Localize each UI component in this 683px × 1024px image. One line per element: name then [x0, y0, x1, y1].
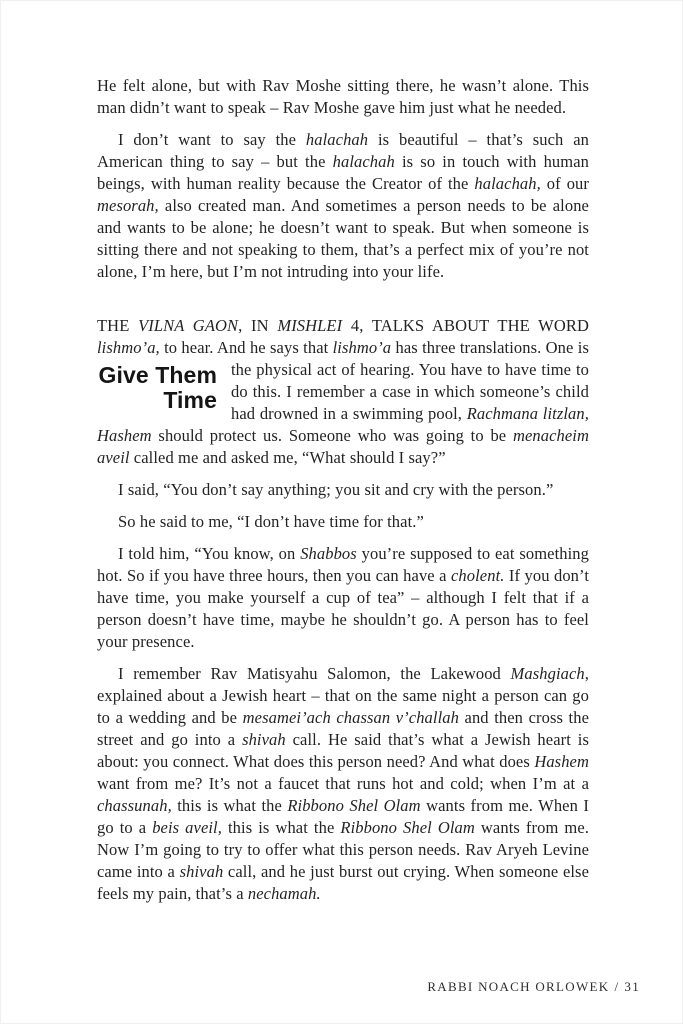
text-segment: , IN	[238, 316, 278, 335]
italic-term: menacheim aveil	[97, 426, 589, 467]
italic-term: shivah	[179, 862, 224, 881]
section-heading-line: Give Them	[98, 362, 217, 388]
italic-term: MISHLEI	[277, 316, 343, 335]
text-block	[97, 75, 589, 915]
italic-term: VILNA GAON	[138, 316, 239, 335]
text-segment: want from me? It’s not a faucet that runs hot and cold; when I’m at a	[97, 774, 589, 793]
text-segment: is the physical act of hearing. You have to have time to do this. I remember a case in which someone’s child had drowned in a swimming pool,	[231, 338, 589, 423]
paragraph	[97, 75, 589, 119]
running-footer	[427, 979, 640, 995]
footer-author: RABBI NOACH ORLOWEK	[427, 979, 610, 994]
paragraph	[97, 129, 589, 283]
text-segment: this is what the	[221, 818, 341, 837]
text-segment: So he said to me, “I don’t have time for that.”	[118, 512, 424, 531]
paragraph	[97, 663, 589, 905]
text-segment: should protect us. Someone who was going to be	[151, 426, 513, 445]
italic-term: cholent.	[450, 566, 505, 585]
text-segment: If you don’t have time, you make yourself a cup of tea” – although I felt that if a person doesn’t have time, maybe he shouldn’t go. A person has to feel your presence.	[97, 566, 589, 651]
paragraph	[97, 543, 589, 653]
italic-term: Ribbono Shel Olam	[340, 818, 475, 837]
italic-term: halachah	[332, 152, 395, 171]
italic-term: mesorah,	[97, 196, 159, 215]
text-segment: and then cross the street and go into a	[97, 708, 589, 749]
italic-term: Rachmana litzlan,	[466, 404, 589, 423]
text-segment: THE	[97, 316, 139, 335]
text-segment: I told him, “You know, on	[118, 544, 301, 563]
text-segment: He felt alone, but with Rav Moshe sitting there, he wasn’t alone. This man didn’t want to speak – Rav Moshe gave him just what he needed.	[97, 76, 589, 117]
text-segment: I don’t want to say the	[118, 130, 306, 149]
text-segment: wants from me. When I go to a	[97, 796, 589, 837]
text-segment: this is what the	[171, 796, 288, 815]
italic-term: nechamah.	[247, 884, 321, 903]
section-heading	[97, 363, 217, 413]
text-segment: is so in touch with human beings, with human reality because the Creator of the	[97, 152, 589, 193]
italic-term: Ribbono Shel Olam	[287, 796, 421, 815]
italic-term: shivah	[242, 730, 286, 749]
text-segment: you’re supposed to eat something hot. So if you have three hours, then you can have a	[97, 544, 589, 585]
text-segment: to hear. And he says that	[159, 338, 333, 357]
italic-term: lishmo’a	[332, 338, 392, 357]
italic-term: Shabbos	[300, 544, 357, 563]
italic-term: halachah,	[474, 174, 541, 193]
text-segment: I said, “You don’t say anything; you sit and cry with the person.”	[118, 480, 554, 499]
footer-separator: /	[614, 979, 620, 994]
section-opening-paragraph	[97, 315, 589, 469]
italic-term: mesamei’ach chassan v’challah	[242, 708, 459, 727]
paragraph	[97, 511, 589, 533]
text-segment: I remember Rav Matisyahu Salomon, the Lakewood	[118, 664, 511, 683]
section-heading-line: Time	[163, 387, 217, 413]
text-segment: call, and he just burst out crying. When someone else feels my pain, that’s a	[97, 862, 589, 903]
text-segment: 4, TALKS ABOUT THE WORD	[342, 316, 589, 335]
italic-term: lishmo’a,	[97, 338, 160, 357]
text-segment: call. He said that’s what a Jewish heart is about: you connect. What does this person need? And what does	[97, 730, 589, 771]
italic-term: chassunah,	[97, 796, 172, 815]
italic-term: beis aveil,	[152, 818, 222, 837]
text-segment: called me and asked me, “What should I say?”	[129, 448, 446, 467]
text-segment: , explained about a Jewish heart – that on the same night a person can go to a wedding and be	[97, 664, 589, 727]
italic-term: halachah	[305, 130, 369, 149]
italic-term: Mashgiach	[510, 664, 585, 683]
italic-term: Hashem	[534, 752, 589, 771]
text-segment: wants from me. Now I’m going to try to offer what this person needs. Rav Aryeh Levine came into a	[97, 818, 589, 881]
text-segment: has three translations. One	[391, 338, 578, 357]
text-segment: also created man. And sometimes a person needs to be alone and wants to be alone; he doesn’t want to speak. But when someone is sitting there and not speaking to them, that’s a perfect mix of you’re not alone, I’m here, but I’m not intruding into your life.	[97, 196, 589, 281]
text-segment: is beautiful – that’s such an American thing to say – but the	[97, 130, 589, 171]
italic-term: Hashem	[97, 426, 152, 445]
text-segment: of our	[540, 174, 589, 193]
page-number: 31	[624, 979, 640, 994]
paragraph	[97, 479, 589, 501]
